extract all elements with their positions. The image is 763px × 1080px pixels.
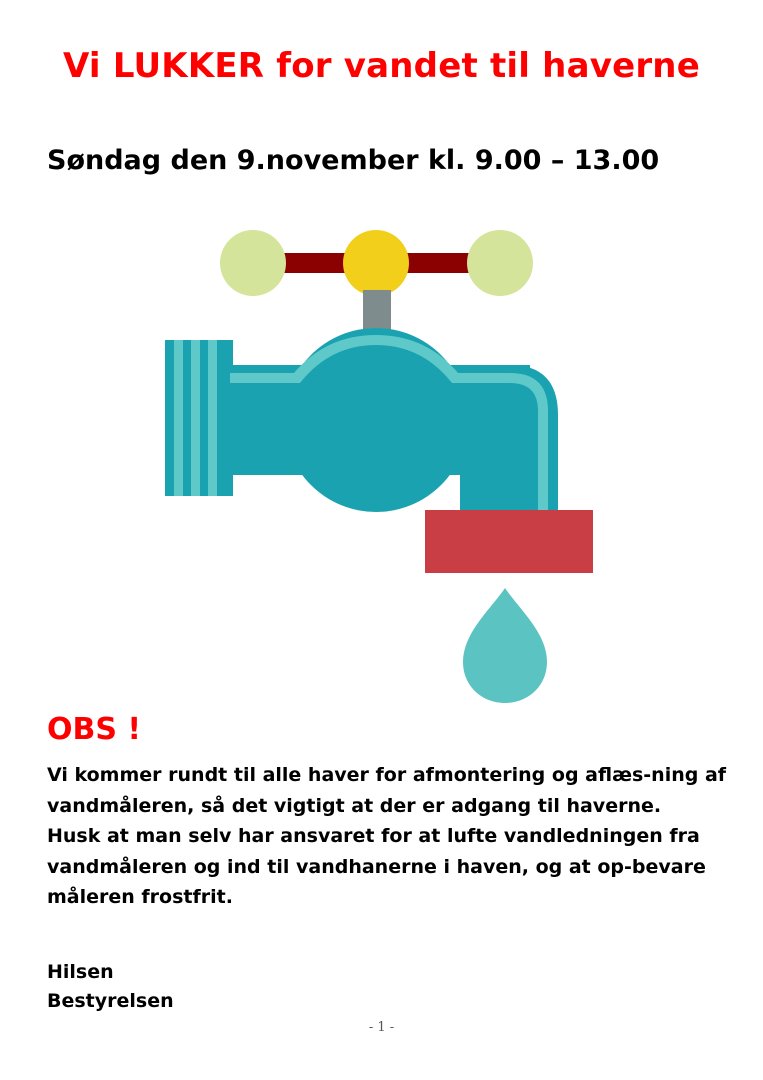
spout-cap <box>425 510 593 573</box>
water-tap-icon <box>160 225 600 710</box>
signature-sender: Bestyrelsen <box>47 990 174 1012</box>
notice-heading: OBS ! <box>47 712 142 747</box>
page-number: - 1 - <box>368 1020 395 1035</box>
notice-body <box>47 760 727 913</box>
valve-stem <box>363 290 391 332</box>
handle-knob-left <box>220 230 286 296</box>
date-line: Søndag den 9.november kl. 9.00 – 13.00 <box>47 145 660 176</box>
page-title: Vi LUKKER for vandet til haverne <box>63 46 700 86</box>
handle-knob-right <box>467 230 533 296</box>
water-drop-icon <box>463 588 547 703</box>
handle-knob-center <box>343 230 409 296</box>
notice-paragraph: Husk at man selv har ansvaret for at lufte vandledningen fra vandmåleren og ind til vandhanerne i haven, og at op-bevare måleren frostfrit. <box>47 825 706 908</box>
notice-paragraph: Vi kommer rundt til alle haver for afmontering og aflæs-ning af vandmåleren, så det vigtigt at der er adgang til haverne. <box>47 764 727 817</box>
signature <box>47 958 174 1016</box>
signature-greeting: Hilsen <box>47 961 114 983</box>
